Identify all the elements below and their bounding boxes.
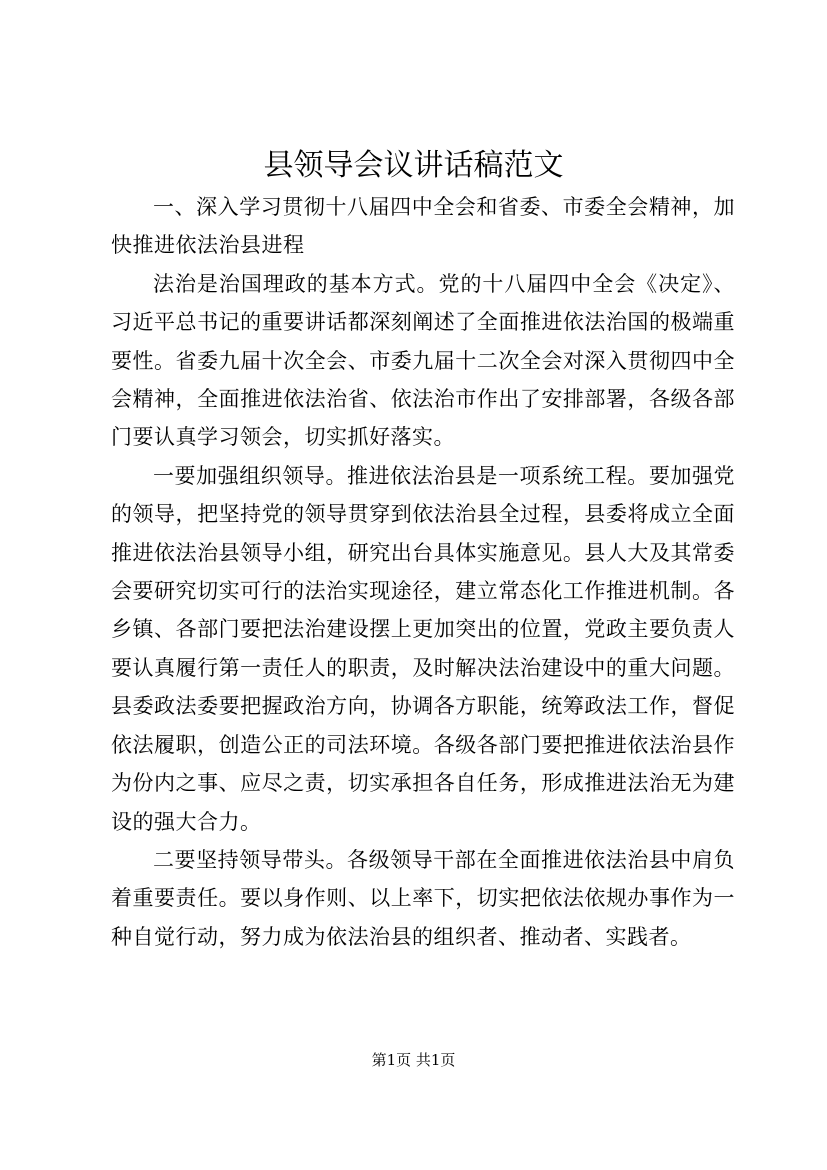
body-paragraph: 一要加强组织领导。推进依法治县是一项系统工程。要加强党的领导，把坚持党的领导贯穿到依法治县全过程，县委将成立全面推进依法治县领导小组，研究出台具体实施意见。县人大及其常委会要研究切实可行的法治实现途径，建立常态化工作推进机制。各乡镇、各部门要把法治建设摆上更加突出的位置，党政主要负责人要认真履行第一责任人的职责，及时解决法治建设中的重大问题。县委政法委要把握政治方向，协调各方职能，统筹政法工作，督促依法履职，创造公正的司法环境。各级各部门要把推进依法治县作为份内之事、应尽之责，切实承担各自任务，形成推进法治无为建设的强大合力。 [111,463,735,834]
section-heading-paragraph: 一、深入学习贯彻十八届四中全会和省委、市委全会精神，加快推进依法治县进程 [111,195,735,258]
body-paragraph: 法治是治国理政的基本方式。党的十八届四中全会《决定》、习近平总书记的重要讲话都深刻阐述了全面推进依法治国的极端重要性。省委九届十次全会、市委九届十二次全会对深入贯彻四中全会精神，全面推进依法治省、依法治市作出了安排部署，各级各部门要认真学习领会，切实抓好落实。 [111,271,735,450]
body-paragraph: 二要坚持领导带头。各级领导干部在全面推进依法治县中肩负着重要责任。要以身作则、以上率下，切实把依法依规办事作为一种自觉行动，努力成为依法治县的组织者、推动者、实践者。 [111,847,735,949]
document-title: 县领导会议讲话稿范文 [263,148,564,183]
document-body [111,188,735,956]
page-number-footer: 第1页 共1页 [371,1051,456,1069]
